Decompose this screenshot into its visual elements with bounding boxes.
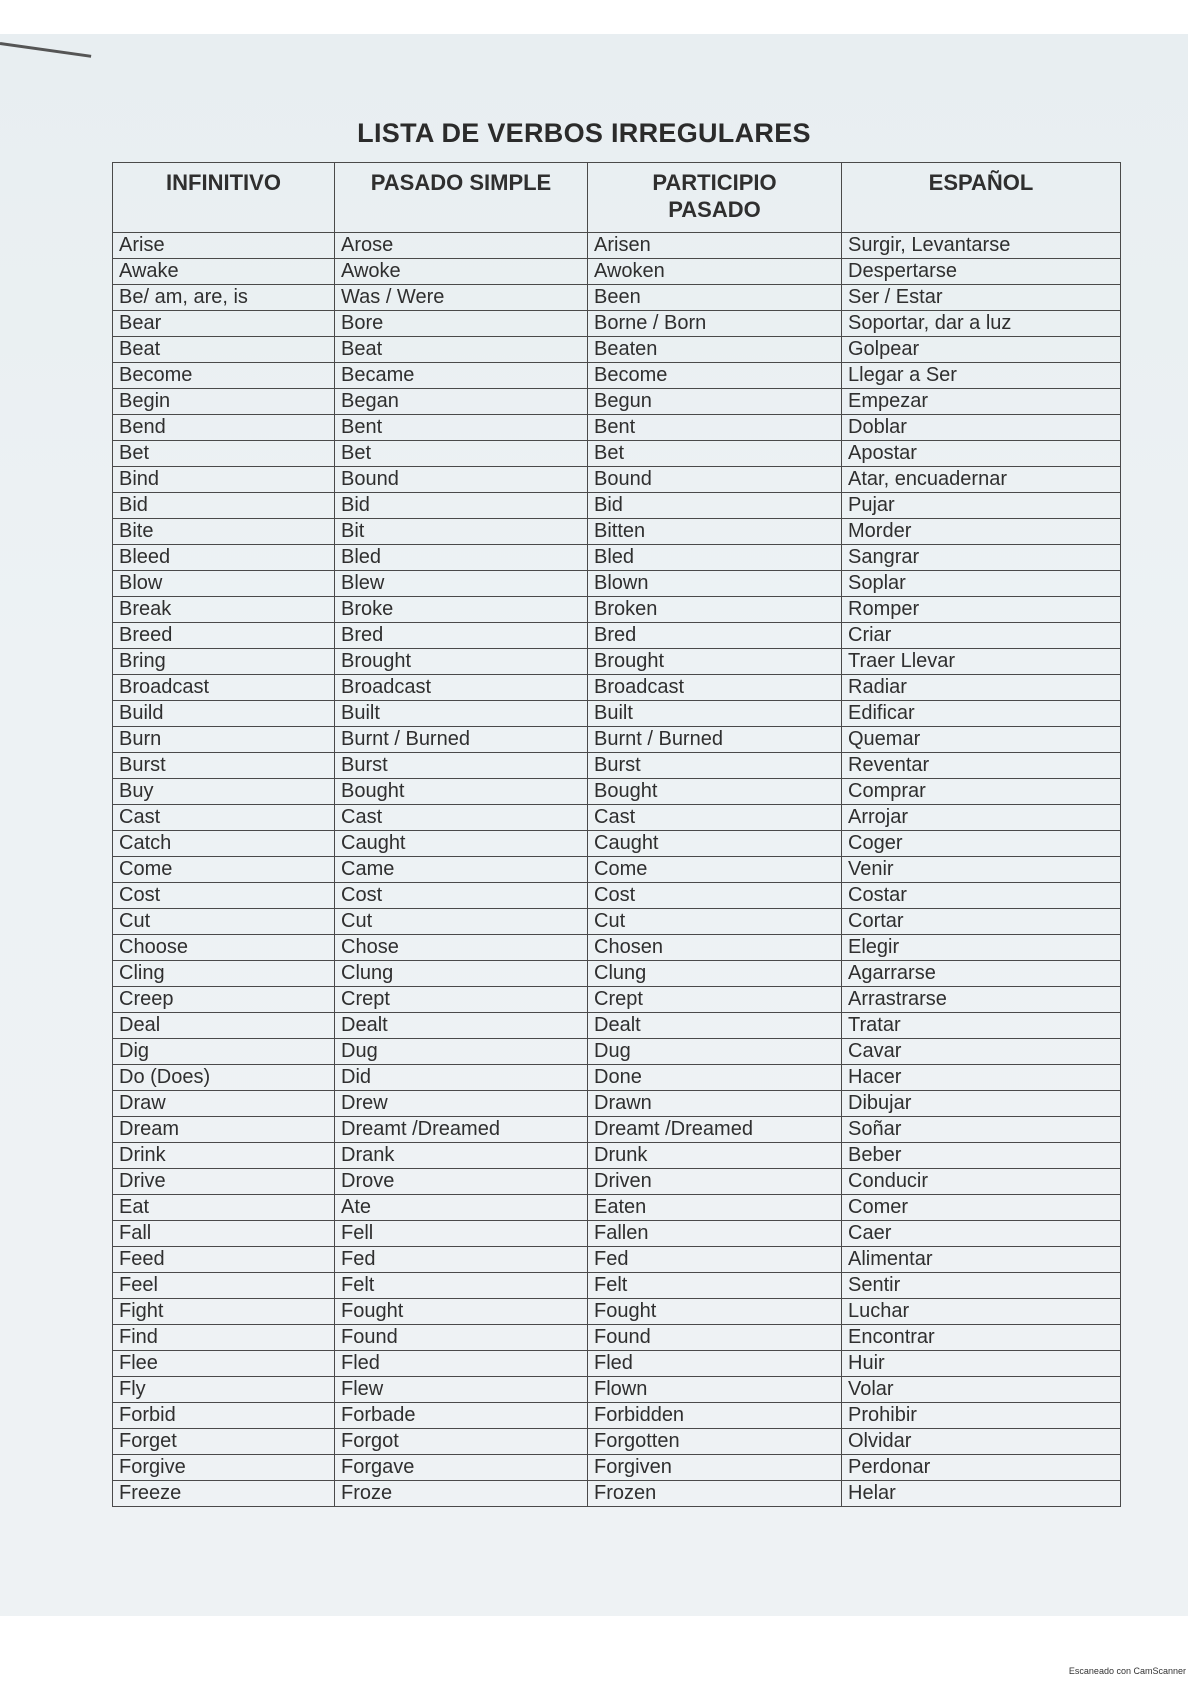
past-simple-cell: Bit: [335, 519, 588, 545]
past-participle-cell: Frozen: [588, 1481, 842, 1507]
past-participle-cell: Bred: [588, 623, 842, 649]
infinitive-cell: Forgive: [113, 1455, 335, 1481]
past-simple-cell: Drank: [335, 1143, 588, 1169]
past-participle-cell: Flown: [588, 1377, 842, 1403]
header-espanol: ESPAÑOL: [842, 163, 1121, 233]
infinitive-cell: Eat: [113, 1195, 335, 1221]
spanish-cell: Encontrar: [842, 1325, 1121, 1351]
past-participle-cell: Fought: [588, 1299, 842, 1325]
header-pasado-simple: PASADO SIMPLE: [335, 163, 588, 233]
past-participle-cell: Borne / Born: [588, 311, 842, 337]
past-participle-cell: Dealt: [588, 1013, 842, 1039]
past-participle-cell: Cost: [588, 883, 842, 909]
verbs-table-container: [112, 162, 1120, 1507]
past-participle-cell: Eaten: [588, 1195, 842, 1221]
spanish-cell: Volar: [842, 1377, 1121, 1403]
infinitive-cell: Beat: [113, 337, 335, 363]
table-row: [113, 1169, 1121, 1195]
past-simple-cell: Bought: [335, 779, 588, 805]
table-row: [113, 1403, 1121, 1429]
spanish-cell: Elegir: [842, 935, 1121, 961]
infinitive-cell: Cast: [113, 805, 335, 831]
spanish-cell: Huir: [842, 1351, 1121, 1377]
past-participle-cell: Blown: [588, 571, 842, 597]
past-simple-cell: Ate: [335, 1195, 588, 1221]
infinitive-cell: Do (Does): [113, 1065, 335, 1091]
past-simple-cell: Bound: [335, 467, 588, 493]
past-simple-cell: Dealt: [335, 1013, 588, 1039]
infinitive-cell: Forbid: [113, 1403, 335, 1429]
table-row: [113, 909, 1121, 935]
table-row: [113, 701, 1121, 727]
table-row: [113, 987, 1121, 1013]
past-participle-cell: Found: [588, 1325, 842, 1351]
spanish-cell: Llegar a Ser: [842, 363, 1121, 389]
infinitive-cell: Flee: [113, 1351, 335, 1377]
infinitive-cell: Bite: [113, 519, 335, 545]
table-row: [113, 1325, 1121, 1351]
table-row: [113, 259, 1121, 285]
past-simple-cell: Awoke: [335, 259, 588, 285]
infinitive-cell: Bring: [113, 649, 335, 675]
table-row: [113, 1455, 1121, 1481]
spanish-cell: Radiar: [842, 675, 1121, 701]
spanish-cell: Pujar: [842, 493, 1121, 519]
table-row: [113, 753, 1121, 779]
spanish-cell: Golpear: [842, 337, 1121, 363]
table-row: [113, 1247, 1121, 1273]
table-row: [113, 857, 1121, 883]
infinitive-cell: Dream: [113, 1117, 335, 1143]
infinitive-cell: Burn: [113, 727, 335, 753]
spanish-cell: Sangrar: [842, 545, 1121, 571]
spanish-cell: Beber: [842, 1143, 1121, 1169]
table-row: [113, 311, 1121, 337]
spanish-cell: Arrojar: [842, 805, 1121, 831]
spanish-cell: Olvidar: [842, 1429, 1121, 1455]
past-participle-cell: Forgiven: [588, 1455, 842, 1481]
past-simple-cell: Bid: [335, 493, 588, 519]
spanish-cell: Morder: [842, 519, 1121, 545]
infinitive-cell: Forget: [113, 1429, 335, 1455]
spanish-cell: Hacer: [842, 1065, 1121, 1091]
spanish-cell: Atar, encuadernar: [842, 467, 1121, 493]
table-row: [113, 285, 1121, 311]
table-header-row: [113, 163, 1121, 233]
table-row: [113, 571, 1121, 597]
infinitive-cell: Feel: [113, 1273, 335, 1299]
past-simple-cell: Burst: [335, 753, 588, 779]
past-simple-cell: Broke: [335, 597, 588, 623]
past-participle-cell: Become: [588, 363, 842, 389]
past-simple-cell: Forgot: [335, 1429, 588, 1455]
past-participle-cell: Caught: [588, 831, 842, 857]
past-participle-cell: Built: [588, 701, 842, 727]
past-simple-cell: Crept: [335, 987, 588, 1013]
past-simple-cell: Built: [335, 701, 588, 727]
past-simple-cell: Arose: [335, 233, 588, 259]
table-row: [113, 597, 1121, 623]
past-simple-cell: Bent: [335, 415, 588, 441]
infinitive-cell: Cost: [113, 883, 335, 909]
spanish-cell: Dibujar: [842, 1091, 1121, 1117]
spanish-cell: Edificar: [842, 701, 1121, 727]
infinitive-cell: Arise: [113, 233, 335, 259]
past-participle-cell: Forgotten: [588, 1429, 842, 1455]
past-participle-cell: Broadcast: [588, 675, 842, 701]
infinitive-cell: Broadcast: [113, 675, 335, 701]
spanish-cell: Soportar, dar a luz: [842, 311, 1121, 337]
table-row: [113, 415, 1121, 441]
scanner-watermark: Escaneado con CamScanner: [1068, 1666, 1186, 1676]
past-simple-cell: Bore: [335, 311, 588, 337]
infinitive-cell: Blow: [113, 571, 335, 597]
infinitive-cell: Bet: [113, 441, 335, 467]
table-row: [113, 441, 1121, 467]
table-row: [113, 1481, 1121, 1507]
past-simple-cell: Froze: [335, 1481, 588, 1507]
table-row: [113, 1377, 1121, 1403]
spanish-cell: Soplar: [842, 571, 1121, 597]
past-participle-cell: Fallen: [588, 1221, 842, 1247]
past-simple-cell: Dreamt /Dreamed: [335, 1117, 588, 1143]
past-participle-cell: Crept: [588, 987, 842, 1013]
spanish-cell: Luchar: [842, 1299, 1121, 1325]
spanish-cell: Criar: [842, 623, 1121, 649]
infinitive-cell: Fight: [113, 1299, 335, 1325]
spanish-cell: Despertarse: [842, 259, 1121, 285]
infinitive-cell: Bear: [113, 311, 335, 337]
table-row: [113, 935, 1121, 961]
infinitive-cell: Creep: [113, 987, 335, 1013]
past-participle-cell: Cut: [588, 909, 842, 935]
past-participle-cell: Beaten: [588, 337, 842, 363]
infinitive-cell: Fall: [113, 1221, 335, 1247]
table-body: [113, 233, 1121, 1507]
page-title: LISTA DE VERBOS IRREGULARES: [357, 118, 811, 148]
table-row: [113, 649, 1121, 675]
table-row: [113, 389, 1121, 415]
spanish-cell: Arrastrarse: [842, 987, 1121, 1013]
past-participle-cell: Been: [588, 285, 842, 311]
infinitive-cell: Burst: [113, 753, 335, 779]
table-row: [113, 1429, 1121, 1455]
infinitive-cell: Dig: [113, 1039, 335, 1065]
spanish-cell: Quemar: [842, 727, 1121, 753]
infinitive-cell: Find: [113, 1325, 335, 1351]
spanish-cell: Romper: [842, 597, 1121, 623]
infinitive-cell: Buy: [113, 779, 335, 805]
spanish-cell: Reventar: [842, 753, 1121, 779]
spanish-cell: Soñar: [842, 1117, 1121, 1143]
past-participle-cell: Bought: [588, 779, 842, 805]
past-participle-cell: Come: [588, 857, 842, 883]
infinitive-cell: Become: [113, 363, 335, 389]
irregular-verbs-table: [112, 162, 1121, 1507]
past-simple-cell: Forgave: [335, 1455, 588, 1481]
spanish-cell: Costar: [842, 883, 1121, 909]
past-simple-cell: Cast: [335, 805, 588, 831]
infinitive-cell: Begin: [113, 389, 335, 415]
past-participle-cell: Bled: [588, 545, 842, 571]
spanish-cell: Prohibir: [842, 1403, 1121, 1429]
past-simple-cell: Fought: [335, 1299, 588, 1325]
table-row: [113, 1143, 1121, 1169]
past-simple-cell: Burnt / Burned: [335, 727, 588, 753]
spanish-cell: Alimentar: [842, 1247, 1121, 1273]
past-participle-cell: Cast: [588, 805, 842, 831]
past-simple-cell: Fell: [335, 1221, 588, 1247]
table-row: [113, 337, 1121, 363]
past-simple-cell: Brought: [335, 649, 588, 675]
table-row: [113, 1299, 1121, 1325]
past-participle-cell: Brought: [588, 649, 842, 675]
table-row: [113, 675, 1121, 701]
infinitive-cell: Deal: [113, 1013, 335, 1039]
spanish-cell: Ser / Estar: [842, 285, 1121, 311]
past-simple-cell: Began: [335, 389, 588, 415]
table-row: [113, 493, 1121, 519]
infinitive-cell: Bind: [113, 467, 335, 493]
spanish-cell: Tratar: [842, 1013, 1121, 1039]
table-row: [113, 1221, 1121, 1247]
infinitive-cell: Choose: [113, 935, 335, 961]
past-participle-cell: Done: [588, 1065, 842, 1091]
past-participle-cell: Fed: [588, 1247, 842, 1273]
table-row: [113, 1065, 1121, 1091]
table-row: [113, 1273, 1121, 1299]
infinitive-cell: Drive: [113, 1169, 335, 1195]
past-participle-cell: Forbidden: [588, 1403, 842, 1429]
past-participle-cell: Dug: [588, 1039, 842, 1065]
infinitive-cell: Bid: [113, 493, 335, 519]
spanish-cell: Surgir, Levantarse: [842, 233, 1121, 259]
past-participle-cell: Drawn: [588, 1091, 842, 1117]
spanish-cell: Helar: [842, 1481, 1121, 1507]
table-row: [113, 1195, 1121, 1221]
past-simple-cell: Fled: [335, 1351, 588, 1377]
infinitive-cell: Come: [113, 857, 335, 883]
past-simple-cell: Bred: [335, 623, 588, 649]
past-simple-cell: Flew: [335, 1377, 588, 1403]
past-simple-cell: Dug: [335, 1039, 588, 1065]
infinitive-cell: Freeze: [113, 1481, 335, 1507]
infinitive-cell: Cut: [113, 909, 335, 935]
past-participle-cell: Broken: [588, 597, 842, 623]
table-row: [113, 363, 1121, 389]
table-row: [113, 233, 1121, 259]
table-row: [113, 1013, 1121, 1039]
infinitive-cell: Awake: [113, 259, 335, 285]
table-row: [113, 961, 1121, 987]
table-row: [113, 883, 1121, 909]
past-simple-cell: Cut: [335, 909, 588, 935]
past-simple-cell: Fed: [335, 1247, 588, 1273]
past-simple-cell: Bled: [335, 545, 588, 571]
infinitive-cell: Bleed: [113, 545, 335, 571]
spanish-cell: Doblar: [842, 415, 1121, 441]
infinitive-cell: Feed: [113, 1247, 335, 1273]
table-row: [113, 1039, 1121, 1065]
past-simple-cell: Drew: [335, 1091, 588, 1117]
infinitive-cell: Bend: [113, 415, 335, 441]
spanish-cell: Apostar: [842, 441, 1121, 467]
past-participle-cell: Fled: [588, 1351, 842, 1377]
spanish-cell: Perdonar: [842, 1455, 1121, 1481]
past-participle-cell: Bound: [588, 467, 842, 493]
past-simple-cell: Caught: [335, 831, 588, 857]
header-infinitivo: INFINITIVO: [113, 163, 335, 233]
past-participle-cell: Burnt / Burned: [588, 727, 842, 753]
spanish-cell: Coger: [842, 831, 1121, 857]
table-row: [113, 623, 1121, 649]
past-simple-cell: Became: [335, 363, 588, 389]
infinitive-cell: Fly: [113, 1377, 335, 1403]
past-simple-cell: Was / Were: [335, 285, 588, 311]
past-simple-cell: Forbade: [335, 1403, 588, 1429]
past-simple-cell: Felt: [335, 1273, 588, 1299]
table-row: [113, 467, 1121, 493]
past-simple-cell: Broadcast: [335, 675, 588, 701]
spanish-cell: Conducir: [842, 1169, 1121, 1195]
past-participle-cell: Bent: [588, 415, 842, 441]
spanish-cell: Traer Llevar: [842, 649, 1121, 675]
spanish-cell: Comprar: [842, 779, 1121, 805]
header-participio-pasado: PARTICIPIO PASADO: [588, 163, 842, 233]
infinitive-cell: Cling: [113, 961, 335, 987]
past-simple-cell: Found: [335, 1325, 588, 1351]
past-participle-cell: Felt: [588, 1273, 842, 1299]
past-participle-cell: Drunk: [588, 1143, 842, 1169]
table-row: [113, 831, 1121, 857]
past-participle-cell: Clung: [588, 961, 842, 987]
spanish-cell: Comer: [842, 1195, 1121, 1221]
past-simple-cell: Cost: [335, 883, 588, 909]
past-participle-cell: Bet: [588, 441, 842, 467]
past-participle-cell: Arisen: [588, 233, 842, 259]
table-row: [113, 545, 1121, 571]
spanish-cell: Venir: [842, 857, 1121, 883]
infinitive-cell: Catch: [113, 831, 335, 857]
past-participle-cell: Burst: [588, 753, 842, 779]
past-simple-cell: Blew: [335, 571, 588, 597]
infinitive-cell: Be/ am, are, is: [113, 285, 335, 311]
table-row: [113, 779, 1121, 805]
past-participle-cell: Awoken: [588, 259, 842, 285]
infinitive-cell: Break: [113, 597, 335, 623]
past-simple-cell: Chose: [335, 935, 588, 961]
infinitive-cell: Draw: [113, 1091, 335, 1117]
spanish-cell: Caer: [842, 1221, 1121, 1247]
past-simple-cell: Bet: [335, 441, 588, 467]
table-row: [113, 1117, 1121, 1143]
past-participle-cell: Chosen: [588, 935, 842, 961]
past-participle-cell: Driven: [588, 1169, 842, 1195]
infinitive-cell: Build: [113, 701, 335, 727]
past-simple-cell: Clung: [335, 961, 588, 987]
spanish-cell: Empezar: [842, 389, 1121, 415]
table-row: [113, 1091, 1121, 1117]
table-row: [113, 519, 1121, 545]
infinitive-cell: Drink: [113, 1143, 335, 1169]
past-participle-cell: Begun: [588, 389, 842, 415]
past-simple-cell: Came: [335, 857, 588, 883]
spanish-cell: Agarrarse: [842, 961, 1121, 987]
past-simple-cell: Did: [335, 1065, 588, 1091]
past-simple-cell: Drove: [335, 1169, 588, 1195]
past-participle-cell: Bid: [588, 493, 842, 519]
spanish-cell: Cortar: [842, 909, 1121, 935]
table-row: [113, 805, 1121, 831]
infinitive-cell: Breed: [113, 623, 335, 649]
table-row: [113, 1351, 1121, 1377]
past-participle-cell: Dreamt /Dreamed: [588, 1117, 842, 1143]
past-simple-cell: Beat: [335, 337, 588, 363]
spanish-cell: Sentir: [842, 1273, 1121, 1299]
table-row: [113, 727, 1121, 753]
past-participle-cell: Bitten: [588, 519, 842, 545]
spanish-cell: Cavar: [842, 1039, 1121, 1065]
